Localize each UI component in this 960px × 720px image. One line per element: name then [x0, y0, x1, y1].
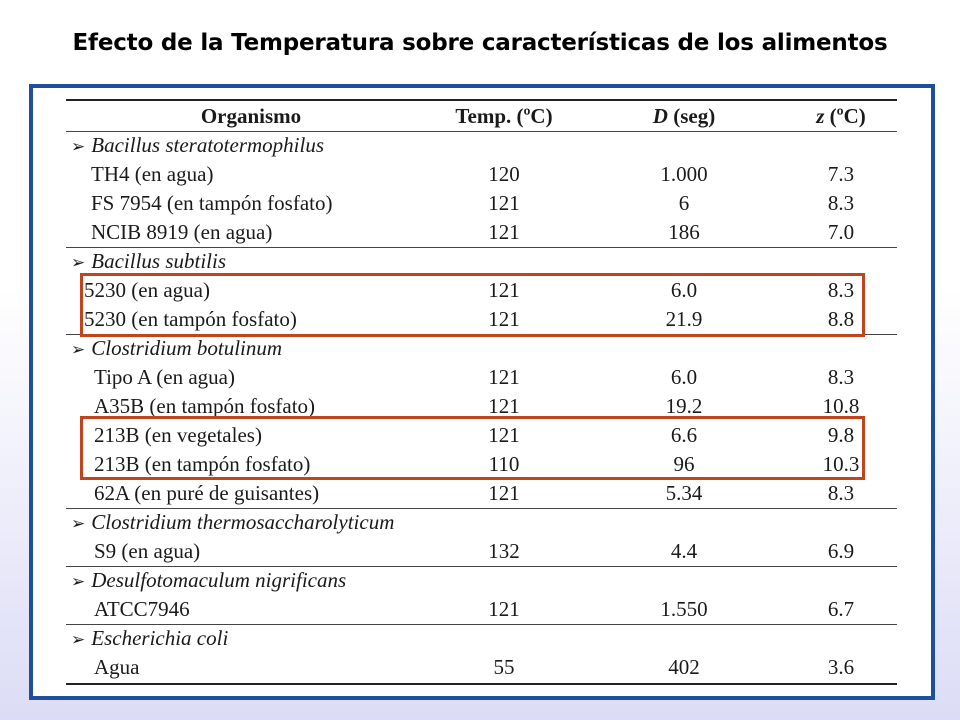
table-row	[66, 218, 897, 247]
organism-label: ATCC7946	[94, 597, 190, 621]
header-d-letter: D	[652, 104, 668, 128]
species-name: Bacillus steratotermophilus	[91, 133, 324, 157]
species-row	[66, 508, 897, 537]
species-name: Clostridium thermosaccharolyticum	[91, 510, 395, 534]
header-organismo: Organismo	[200, 104, 302, 128]
organism-label: 62A (en puré de guisantes)	[94, 481, 320, 505]
highlight-box-subtilis	[80, 273, 865, 337]
temp-value: 55	[493, 655, 515, 679]
z-value: 10.3	[822, 452, 860, 476]
species-name: Bacillus subtilis	[91, 249, 227, 273]
d-value: 6	[678, 191, 690, 215]
header-temp: Temp. (ºC)	[455, 104, 553, 128]
species-row	[66, 566, 897, 595]
arrow-bullet-icon: ➢	[71, 630, 86, 650]
arrow-bullet-icon: ➢	[71, 514, 86, 534]
species-row	[66, 334, 897, 363]
organism-label: FS 7954 (en tampón fosfato)	[91, 191, 333, 215]
organism-label: 213B (en vegetales)	[94, 423, 262, 447]
z-value: 8.8	[827, 307, 855, 331]
species-cell	[71, 131, 324, 162]
z-value: 7.3	[827, 162, 855, 186]
d-value: 1.550	[660, 597, 708, 621]
z-value: 6.9	[827, 539, 855, 563]
table-row	[66, 537, 897, 566]
temp-value: 121	[488, 278, 520, 302]
temp-value: 121	[488, 481, 520, 505]
organism-label: NCIB 8919 (en agua)	[91, 220, 273, 244]
header-d-unit: (seg)	[667, 104, 716, 128]
temp-value: 120	[488, 162, 520, 186]
species-cell	[71, 334, 282, 365]
species-cell	[71, 624, 228, 655]
table-bottom-rule	[66, 683, 897, 685]
z-value: 7.0	[827, 220, 855, 244]
table-row	[66, 363, 897, 392]
table-row	[66, 160, 897, 189]
header-z-unit: (ºC)	[824, 104, 866, 128]
arrow-bullet-icon: ➢	[71, 137, 86, 157]
species-cell	[71, 566, 346, 597]
d-value: 5.34	[665, 481, 703, 505]
z-value: 10.8	[822, 394, 860, 418]
header-row	[66, 102, 897, 131]
organism-label: S9 (en agua)	[94, 539, 201, 563]
organism-label: 5230 (en agua)	[84, 278, 210, 302]
d-value: 402	[668, 655, 700, 679]
temp-value: 132	[488, 539, 520, 563]
species-name: Clostridium botulinum	[91, 336, 283, 360]
z-value: 8.3	[827, 191, 855, 215]
slide-title: Efecto de la Temperatura sobre características de los alimentos	[72, 30, 888, 56]
z-value: 6.7	[827, 597, 855, 621]
z-value: 8.3	[827, 278, 855, 302]
d-value: 6.0	[670, 278, 698, 302]
z-value: 8.3	[827, 365, 855, 389]
species-name: Escherichia coli	[91, 626, 229, 650]
z-value: 3.6	[827, 655, 855, 679]
z-value: 9.8	[827, 423, 855, 447]
header-z	[786, 102, 896, 131]
temp-value: 121	[488, 597, 520, 621]
d-value: 6.0	[670, 365, 698, 389]
d-value: 6.6	[670, 423, 698, 447]
organism-label: A35B (en tampón fosfato)	[94, 394, 316, 418]
d-value: 1.000	[660, 162, 708, 186]
d-value: 19.2	[665, 394, 703, 418]
organism-label: TH4 (en agua)	[91, 162, 214, 186]
temp-value: 121	[488, 394, 520, 418]
organism-label: 5230 (en tampón fosfato)	[84, 307, 297, 331]
table-row	[66, 653, 897, 682]
data-table	[66, 99, 897, 685]
z-value: 8.3	[827, 481, 855, 505]
d-value: 186	[668, 220, 700, 244]
species-row	[66, 624, 897, 653]
temp-value: 121	[488, 220, 520, 244]
organism-label: 213B (en tampón fosfato)	[94, 452, 311, 476]
species-cell	[71, 508, 394, 539]
arrow-bullet-icon: ➢	[71, 572, 86, 592]
species-row	[66, 247, 897, 276]
temp-value: 121	[488, 307, 520, 331]
species-name: Desulfotomaculum nigrificans	[91, 568, 347, 592]
header-d	[609, 102, 759, 131]
table-row	[66, 189, 897, 218]
temp-value: 121	[488, 191, 520, 215]
organism-label: Agua	[94, 655, 140, 679]
d-value: 96	[673, 452, 695, 476]
organism-label: Tipo A (en agua)	[94, 365, 235, 389]
arrow-bullet-icon: ➢	[71, 340, 86, 360]
highlight-box-botulinum-213b	[80, 416, 865, 480]
temp-value: 110	[488, 452, 520, 476]
header-z-letter: z	[816, 104, 825, 128]
temp-value: 121	[488, 423, 520, 447]
arrow-bullet-icon: ➢	[71, 253, 86, 273]
species-row	[66, 131, 897, 160]
temp-value: 121	[488, 365, 520, 389]
d-value: 4.4	[670, 539, 698, 563]
d-value: 21.9	[665, 307, 703, 331]
table-top-rule	[66, 99, 897, 101]
table-row	[66, 479, 897, 508]
table-row	[66, 595, 897, 624]
